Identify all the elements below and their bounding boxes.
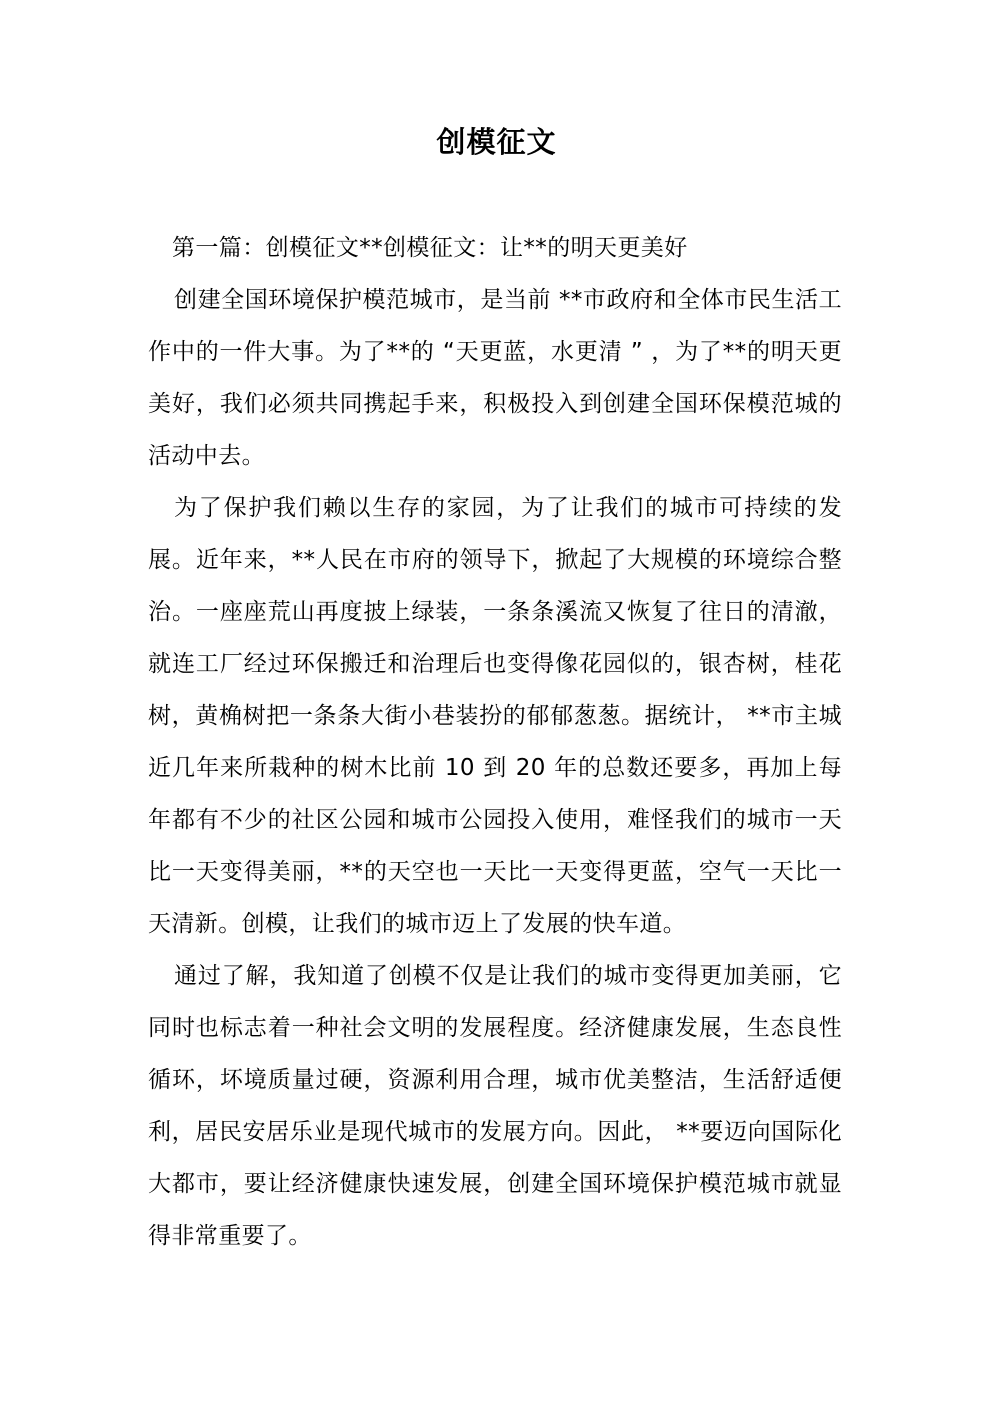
- page-title: 创模征文: [436, 125, 557, 159]
- paragraph-1: 创建全国环境保护模范城市，是当前 **市政府和全体市民生活工作中的一件大事。为了**的 “天更蓝，水更清 ” ，为了**的明天更美好，我们必须共同携起手来，积极投入到创建全国环保模范城的活动中去。: [148, 287, 842, 469]
- paragraph-3: 通过了解，我知道了创模不仅是让我们的城市变得更加美丽，它同时也标志着一种社会文明的发展程度。经济健康发展，生态良性循环，坏境质量过硬，资源利用合理，城市优美整洁，生活舒适便利，居民安居乐业是现代城市的发展方向。因此， **要迈向国际化大都市，要让经济健康快速发展，创建全国环境保护模范城市就显得非常重要了。: [148, 963, 842, 1249]
- document-body: [148, 222, 842, 1262]
- paragraph-heading-line: 第一篇：创模征文**创模征文：让**的明天更美好: [172, 235, 688, 261]
- paragraph-2: 为了保护我们赖以生存的家园，为了让我们的城市可持续的发展。近年来，**人民在市府的领导下，掀起了大规模的环境综合整治。一座座荒山再度披上绿装，一条条溪流又恢复了往日的清澈，就连工厂经过环保搬迁和治理后也变得像花园似的，银杏树，桂花树，黄桷树把一条条大街小巷装扮的郁郁葱葱。据统计， **市主城近几年来所栽种的树木比前 10 到 20 年的总数还要多，再加上每年都有不少的社区公园和城市公园投入使用，难怪我们的城市一天比一天变得美丽，**的天空也一天比一天变得更蓝，空气一天比一天清新。创模，让我们的城市迈上了发展的快车道。: [148, 495, 842, 937]
